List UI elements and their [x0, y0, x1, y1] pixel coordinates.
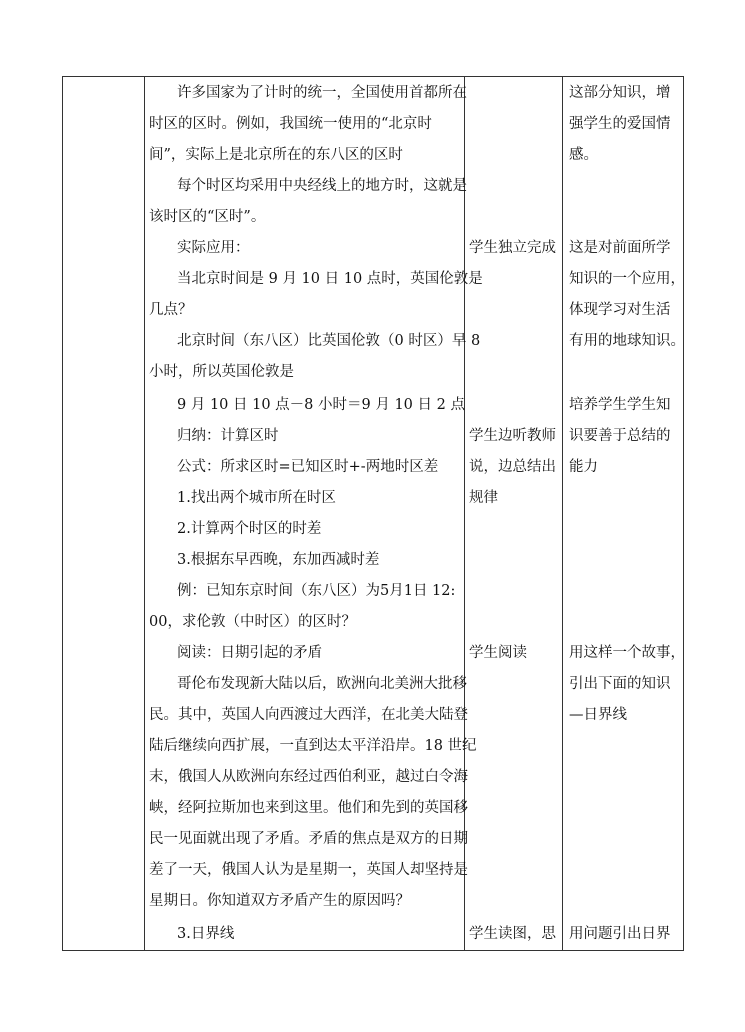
design-intent-line: —日界线: [569, 707, 627, 723]
content-line: 几点？: [149, 302, 193, 318]
content-line: 9 月 10 日 10 点－8 小时＝9 月 10 日 2 点: [177, 397, 465, 413]
table-bottom-border: [62, 950, 684, 951]
column-divider: [562, 76, 563, 951]
design-intent-line: 知识的一个应用，: [569, 271, 685, 287]
table-right-border: [683, 76, 684, 951]
content-line: 该时区的“区时”。: [149, 209, 266, 225]
design-intent-line: 这部分知识，增: [569, 85, 671, 101]
student-activity-line: 学生边听教师: [469, 428, 556, 444]
content-line: 例：已知东京时间（东八区）为5月1日 12:: [177, 583, 456, 599]
table-left-border: [62, 76, 63, 951]
content-line: 阅读：日期引起的矛盾: [177, 645, 322, 661]
content-line: 间”，实际上是北京所在的东八区的区时: [149, 147, 403, 163]
design-intent-line: 培养学生学生知: [569, 397, 671, 413]
content-line: 00，求伦敦（中时区）的区时？: [149, 614, 356, 630]
student-activity-line: 规律: [469, 490, 498, 506]
design-intent-line: 能力: [569, 459, 598, 475]
content-line: 归纳：计算区时: [177, 428, 279, 444]
content-line: 1.找出两个城市所在时区: [177, 490, 336, 506]
content-line: 时区的区时。例如，我国统一使用的“北京时: [149, 116, 432, 132]
content-line: 许多国家为了计时的统一，全国使用首都所在: [177, 85, 467, 101]
student-activity-line: 学生读图，思: [469, 926, 556, 942]
design-intent-line: 识要善于总结的: [569, 428, 671, 444]
content-line: 当北京时间是 9 月 10 日 10 点时，英国伦敦是: [177, 271, 483, 287]
design-intent-line: 引出下面的知识: [569, 676, 671, 692]
content-line: 民。其中，英国人向西渡过大西洋，在北美大陆登: [149, 707, 468, 723]
content-line: 北京时间（东八区）比英国伦敦（0 时区）早 8: [177, 333, 481, 349]
student-activity-line: 学生阅读: [469, 645, 527, 661]
content-line: 星期日。你知道双方矛盾产生的原因吗？: [149, 893, 410, 909]
content-line: 2.计算两个时区的时差: [177, 521, 322, 537]
content-line: 公式：所求区时=已知区时+-两地时区差: [177, 459, 439, 475]
content-line: 3.日界线: [177, 926, 235, 942]
table-top-border: [62, 76, 684, 77]
student-activity-line: 说，边总结出: [469, 459, 556, 475]
content-line: 峡，经阿拉斯加也来到这里。他们和先到的英国移: [149, 800, 468, 816]
design-intent-line: 感。: [569, 147, 598, 163]
design-intent-line: 用这样一个故事，: [569, 645, 685, 661]
design-intent-line: 用问题引出日界: [569, 926, 671, 942]
content-line: 末，俄国人从欧洲向东经过西伯利亚，越过白令海: [149, 769, 468, 785]
content-line: 差了一天，俄国人认为是星期一，英国人却坚持是: [149, 862, 468, 878]
content-line: 小时，所以英国伦敦是: [149, 364, 294, 380]
design-intent-line: 体现学习对生活: [569, 302, 671, 318]
design-intent-line: 强学生的爱国情: [569, 116, 671, 132]
design-intent-line: 有用的地球知识。: [569, 333, 685, 349]
content-line: 哥伦布发现新大陆以后，欧洲向北美洲大批移: [177, 676, 467, 692]
content-line: 实际应用：: [177, 240, 250, 256]
content-line: 民一见面就出现了矛盾。矛盾的焦点是双方的日期: [149, 831, 468, 847]
column-divider: [464, 76, 465, 951]
content-line: 每个时区均采用中央经线上的地方时，这就是: [177, 178, 467, 194]
student-activity-line: 学生独立完成: [469, 240, 556, 256]
content-line: 3.根据东早西晚，东加西减时差: [177, 552, 380, 568]
content-line: 陆后继续向西扩展，一直到达太平洋沿岸。18 世纪: [149, 738, 477, 754]
design-intent-line: 这是对前面所学: [569, 240, 671, 256]
column-divider: [144, 76, 145, 951]
